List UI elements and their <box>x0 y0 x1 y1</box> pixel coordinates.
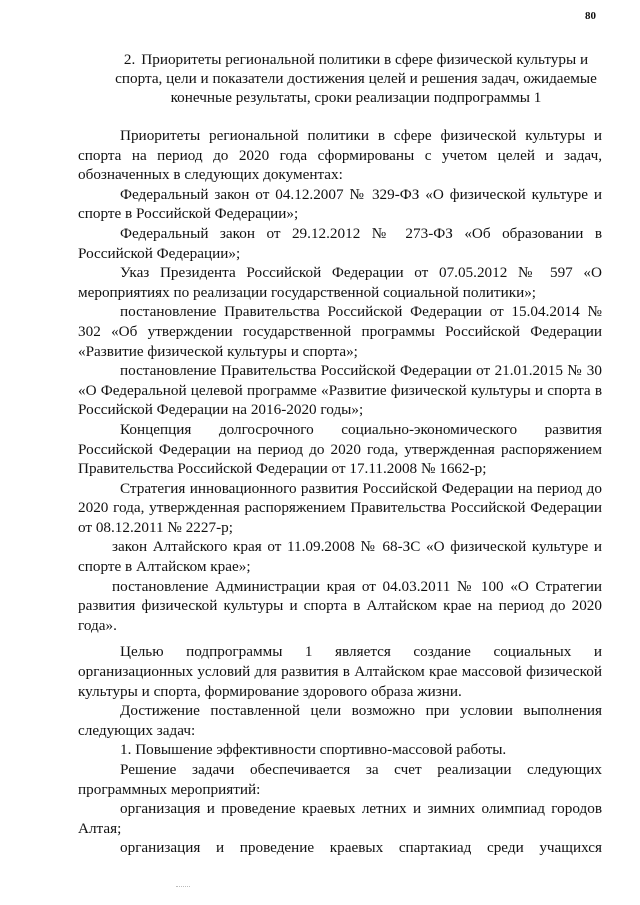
paragraph-government-resolution-30: постановление Правительства Российской Федерации от 21.01.2015 № 30 «О Федеральной целевой программе «Развитие физической культуры и спорта в Российской Федерации на 2016-2020 годы»; <box>78 362 602 419</box>
page-number: 80 <box>585 10 596 22</box>
paragraph-intro: Приоритеты региональной политики в сфере физической культуры и спорта на период до 2020 года сформированы с учетом целей и задач, обозначенных в следующих документах: <box>78 127 602 184</box>
paragraph-task-solution: Решение задачи обеспечивается за счет реализации следующих программных мероприятий: <box>78 761 602 798</box>
paragraph-federal-law-329: Федеральный закон от 04.12.2007 № 329-ФЗ «О физической культуре и спорте в Российской Федерации»; <box>78 185 602 223</box>
paragraph-federal-law-273: Федеральный закон от 29.12.2012 № 273-ФЗ «Об образовании в Российской Федерации»; <box>78 224 602 262</box>
paragraph-task-1: 1. Повышение эффективности спортивно-массовой работы. <box>120 741 507 759</box>
paragraph-spartakiads: организация и проведение краевых спартакиад среди учащихся <box>120 839 602 857</box>
paragraph-altai-law: закон Алтайского края от 11.09.2008 № 68-ЗС «О физической культуре и спорте в Алтайском крае»; <box>78 538 602 576</box>
paragraph-innovation-strategy: Стратегия инновационного развития Российской Федерации на период до 2020 года, утвержденная распоряжением Правительства Российской Федерации от 08.12.2011 № 2227-р; <box>78 479 602 536</box>
paragraph-presidential-decree: Указ Президента Российской Федерации от 07.05.2012 № 597 «О мероприятиях по реализации государственной социальной политики»; <box>78 264 602 301</box>
section-title: Приоритеты региональной политики в сфере физической культуры и спорта, цели и показатели достижения целей и решения задач, ожидаемые конечные результаты, сроки реализации подпрограммы 1 <box>115 51 597 106</box>
document-body <box>78 126 602 858</box>
paragraph-goal: Целью подпрограммы 1 является создание социальных и организационных условий для развития в Алтайском крае массовой физической культуры и спорта, формирование здорового образа жизни. <box>78 643 602 700</box>
section-heading <box>100 50 612 107</box>
paragraph-olympiads: организация и проведение краевых летних и зимних олимпиад городов Алтая; <box>78 800 602 837</box>
paragraph-development-concept: Концепция долгосрочного социально-экономического развития Российской Федерации на период до 2020 года, утвержденная распоряжением Правительства Российской Федерации от 17.11.2008 № 1662-р; <box>78 420 602 478</box>
paragraph-altai-administration-resolution: постановление Администрации края от 04.03.2011 № 100 «О Стратегии развития физической культуры и спорта в Алтайском крае на период до 2020 года». <box>78 577 602 634</box>
paragraph-tasks-intro: Достижение поставленной цели возможно при условии выполнения следующих задач: <box>78 702 602 739</box>
paragraph-government-resolution-302: постановление Правительства Российской Федерации от 15.04.2014 № 302 «Об утверждении государственной программы Российской Федерации «Развитие физической культуры и спорта»; <box>78 303 602 360</box>
scan-artifact <box>176 886 190 889</box>
section-number: 2. <box>123 51 136 68</box>
